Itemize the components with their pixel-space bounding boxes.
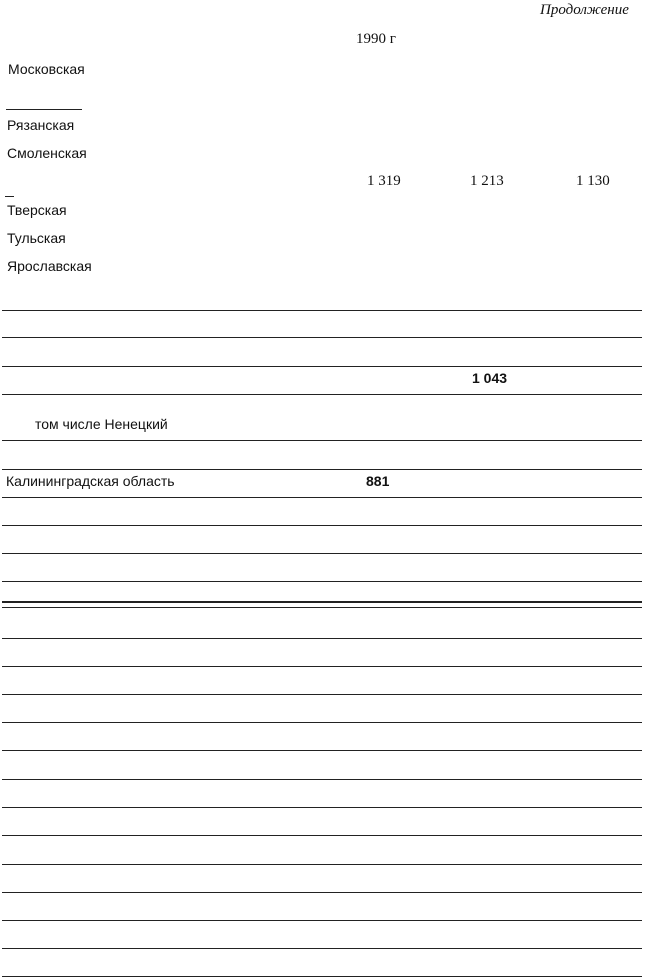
region-label-ryazan: Рязанская	[7, 117, 75, 133]
value-cell-1: 1 319	[367, 173, 401, 189]
table-rule	[2, 807, 642, 808]
table-rule	[2, 779, 642, 780]
table-rule	[2, 864, 642, 865]
table-rule	[2, 337, 642, 338]
region-label-tula: Тульская	[7, 230, 66, 246]
dash-mark	[5, 196, 14, 197]
table-rule	[2, 366, 642, 367]
value-cell-1043: 1 043	[472, 370, 508, 386]
region-label-smolensk: Смоленская	[7, 145, 87, 161]
region-label-yaroslavl: Ярославская	[7, 258, 92, 274]
kaliningrad-label: Калининградская область	[6, 473, 175, 489]
region-label-tver: Тверская	[7, 202, 67, 218]
table-rule	[2, 976, 642, 977]
table-rule	[2, 750, 642, 751]
table-rule-double	[2, 601, 642, 603]
table-rule	[2, 722, 642, 723]
table-rule	[2, 638, 642, 639]
table-rule	[2, 581, 642, 582]
table-rule	[2, 310, 642, 311]
table-rule	[2, 440, 642, 441]
table-rule	[2, 948, 642, 949]
table-rule	[2, 607, 642, 608]
table-rule	[2, 469, 642, 470]
table-rule	[2, 694, 642, 695]
table-rule	[2, 497, 642, 498]
value-cell-3: 1 130	[576, 173, 610, 189]
region-label-moscow: Московская	[8, 61, 85, 77]
value-cell-881: 881	[366, 473, 390, 489]
table-rule	[2, 892, 642, 893]
table-rule	[2, 666, 642, 667]
table-rule	[2, 835, 642, 836]
table-rule	[2, 553, 642, 554]
year-header: 1990 г	[356, 31, 396, 47]
table-rule	[2, 525, 642, 526]
nenets-label: том числе Ненецкий	[35, 416, 168, 432]
continuation-label: Продолжение	[540, 2, 629, 18]
value-cell-2: 1 213	[470, 173, 504, 189]
table-rule	[2, 920, 642, 921]
table-rule	[2, 394, 642, 395]
short-rule	[6, 109, 82, 110]
